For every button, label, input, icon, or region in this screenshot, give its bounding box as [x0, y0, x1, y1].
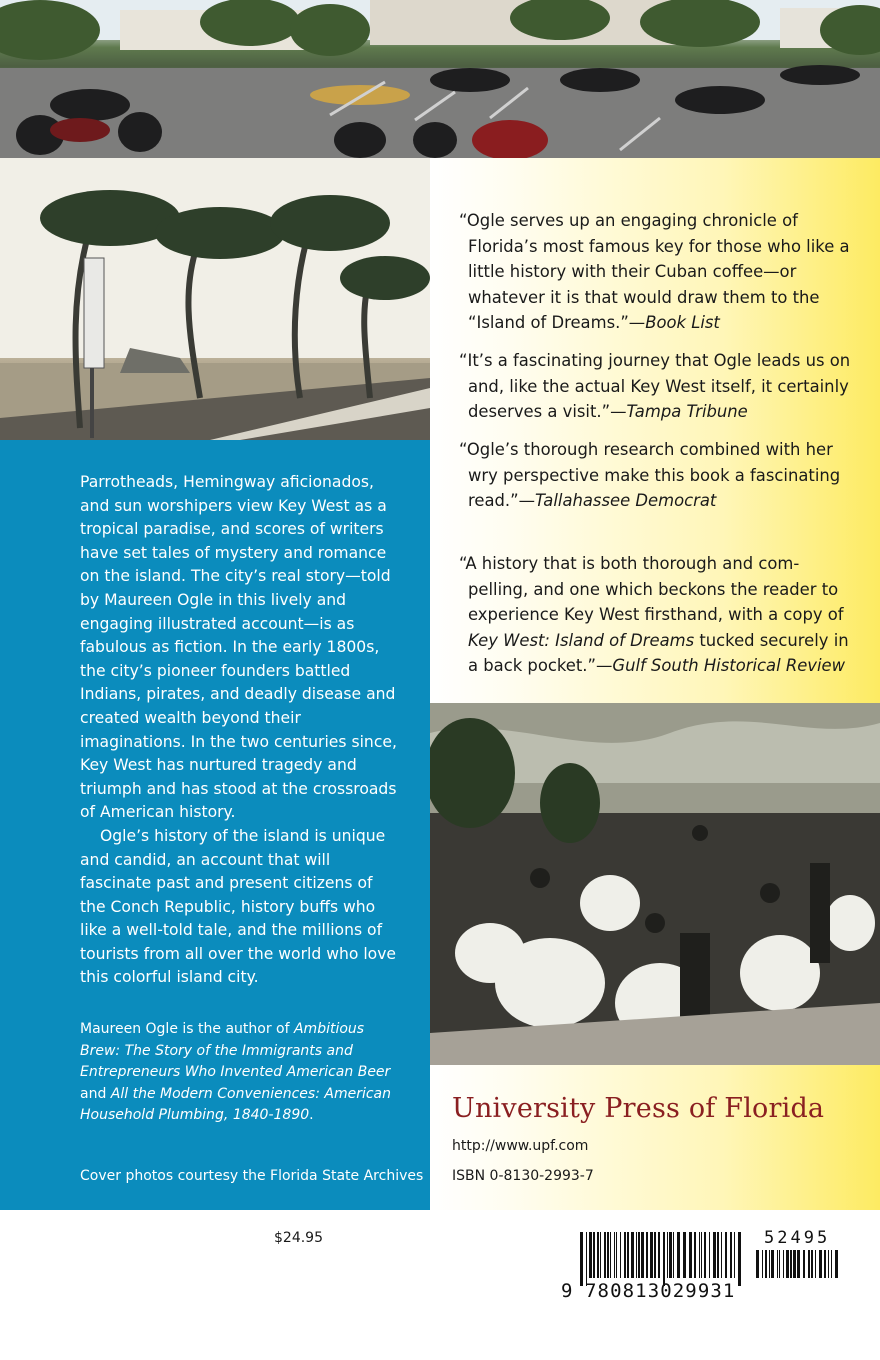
- barcode-bar: [699, 1232, 700, 1278]
- barcode-bar: [620, 1232, 621, 1278]
- barcode-bar: [779, 1250, 780, 1278]
- barcode-bar: [835, 1250, 838, 1278]
- barcode-bar: [717, 1232, 719, 1278]
- barcode-bar: [689, 1232, 692, 1278]
- barcode-bar: [586, 1232, 587, 1286]
- motorcycles-photo-illustration: [0, 0, 880, 158]
- barcode-bars: [580, 1232, 744, 1286]
- barcode-bar: [677, 1232, 680, 1278]
- palm-photo-illustration: [0, 158, 430, 440]
- barcode-bar: [831, 1250, 832, 1278]
- barcode-bar: [811, 1250, 813, 1278]
- barcode-bar: [627, 1232, 629, 1278]
- review-quote: [459, 208, 854, 336]
- addon-barcode-bars: [756, 1250, 838, 1286]
- barcode-bar: [641, 1232, 644, 1278]
- barcode-bar: [803, 1250, 805, 1278]
- barcode-bar: [734, 1232, 735, 1278]
- barcode-bar: [673, 1232, 674, 1278]
- barcode-bar: [663, 1232, 665, 1286]
- publisher-url: http://www.upf.com: [452, 1138, 589, 1154]
- quote-text: “It’s a fascinating journey that Ogle leads us on and, like the actual Key West itself, it certainly deserves a visit.”—: [459, 351, 851, 422]
- quote-text: tucked securely in a back pocket.”—: [468, 630, 849, 676]
- barcode-bar: [721, 1232, 722, 1278]
- photo-credit: Cover photos courtesy the Florida State Archives: [80, 1168, 424, 1184]
- barcode-bar: [631, 1232, 634, 1278]
- barcode-bar: [709, 1232, 710, 1278]
- barcode-bar: [610, 1232, 611, 1278]
- barcode-bar: [771, 1250, 774, 1278]
- barcode-bar: [580, 1232, 583, 1286]
- barcode-bar: [607, 1232, 609, 1278]
- barcode-bar: [762, 1250, 763, 1278]
- barcode-bar: [793, 1250, 796, 1278]
- barcode-bar: [614, 1232, 615, 1278]
- barcode-bar: [669, 1232, 672, 1278]
- bio-lead: Maureen Ogle is the author of: [80, 1021, 294, 1037]
- review-quote: [459, 437, 854, 514]
- book-description: [80, 471, 398, 990]
- barcode-bar: [790, 1250, 792, 1278]
- barcode-bar: [616, 1232, 617, 1278]
- barcode-lead-digit: 9: [561, 1280, 573, 1302]
- barcode-digits: 780813029931: [585, 1280, 736, 1302]
- bio-and: and: [80, 1085, 111, 1102]
- barcode-bar: [597, 1232, 599, 1278]
- quote-source: Book List: [645, 313, 720, 333]
- barcode-bar: [797, 1250, 800, 1278]
- barcode-bar: [769, 1250, 770, 1278]
- quote-text: “A history that is both thorough and com-pelling, and one which beckons the reader to experience Key West firsthand, with a copy of: [459, 554, 844, 625]
- quote-book-title: Key West: Island of Dreams: [468, 630, 695, 650]
- dance-photo-illustration: [430, 703, 880, 1065]
- barcode-bar: [667, 1232, 668, 1278]
- barcode-bar: [824, 1250, 826, 1278]
- quote-source: Tampa Tribune: [626, 402, 748, 422]
- barcode-bar: [604, 1232, 606, 1278]
- barcode-bar: [704, 1232, 706, 1278]
- barcode-bar: [646, 1232, 648, 1278]
- description-paragraph-2: Ogle’s history of the island is unique and candid, an account that will fascinate past and present citizens of the Conch Republic, history buffs who like a well-told tale, and the millions of tourists from all over the world who love this colorful island city.: [80, 826, 397, 987]
- description-paragraph-1: Parrotheads, Hemingway aficionados, and sun worshipers view Key West as a tropical paradise, and scores of writers have set tales of mystery and romance on the island. The city’s real story—told by Maureen Ogle in this lively and engaging illustrated account—is as fabulous as fiction. In the early 1800s, the city’s pioneer founders battled Indians, pirates, and deadly disease and created wealth beyond their imaginations. In the two centuries since, Key West has nurtured tragedy and triumph and has stood at the crossroads of American history.: [80, 473, 397, 822]
- black-and-white-dance-hall-photo: [430, 703, 880, 1065]
- price-addon-barcode: [756, 1250, 838, 1286]
- barcode-bar: [713, 1232, 716, 1278]
- barcode-bar: [808, 1250, 810, 1278]
- isbn-barcode: [580, 1232, 744, 1286]
- barcode-bar: [654, 1232, 656, 1278]
- isbn: ISBN 0-8130-2993-7: [452, 1168, 594, 1184]
- barcode-bar: [765, 1250, 767, 1278]
- barcode-bar: [730, 1232, 732, 1278]
- barcode-bar: [683, 1232, 686, 1278]
- price: $24.95: [274, 1230, 323, 1246]
- barcode-bar: [815, 1250, 816, 1278]
- motorcycles-parked-outside-hotel-photo: [0, 0, 880, 158]
- barcode-bar: [828, 1250, 829, 1278]
- barcode-bar: [638, 1232, 640, 1278]
- barcode-bar: [783, 1250, 784, 1278]
- bio-book-1: Ambitious Brew: The Story of the Immigrants and Entrepreneurs Who Invented American Beer: [80, 1021, 391, 1081]
- bio-book-2: All the Modern Conveniences: American Household Plumbing, 1840-1890: [80, 1085, 392, 1124]
- quote-source: Gulf South Historical Review: [612, 656, 846, 676]
- review-quote: [459, 348, 854, 425]
- publisher-name: University Press of Florida: [452, 1093, 825, 1124]
- barcode-bar: [650, 1232, 653, 1278]
- palm-trees-in-hurricane-wind-photo: [0, 158, 430, 440]
- barcode-bar: [819, 1250, 822, 1278]
- barcode-bar: [694, 1232, 696, 1278]
- barcode-bar: [636, 1232, 637, 1278]
- barcode-bar: [600, 1232, 601, 1278]
- barcode-bar: [777, 1250, 778, 1278]
- barcode-bar: [701, 1232, 702, 1278]
- barcode-bar: [786, 1250, 789, 1278]
- quote-text: “Ogle serves up an engaging chronicle of Florida’s most famous key for those who like a little history with their Cuban coffee—or whatever it is that would draw them to the “Island of Dreams.”—: [459, 211, 850, 333]
- barcode-bar: [738, 1232, 741, 1286]
- quote-text: “Ogle’s thorough research combined with her wry perspective make this book a fascinating read.”—: [459, 440, 841, 511]
- review-quote: [459, 551, 854, 679]
- barcode-bar: [756, 1250, 759, 1278]
- author-bio: [80, 1019, 400, 1127]
- barcode-bar: [593, 1232, 595, 1278]
- bio-end: .: [309, 1107, 314, 1124]
- addon-digits: 52495: [764, 1228, 831, 1248]
- barcode-bar: [589, 1232, 592, 1278]
- quote-source: Tallahassee Democrat: [535, 491, 717, 511]
- barcode-bar: [725, 1232, 727, 1278]
- barcode-bar: [624, 1232, 626, 1278]
- barcode-bar: [658, 1232, 660, 1278]
